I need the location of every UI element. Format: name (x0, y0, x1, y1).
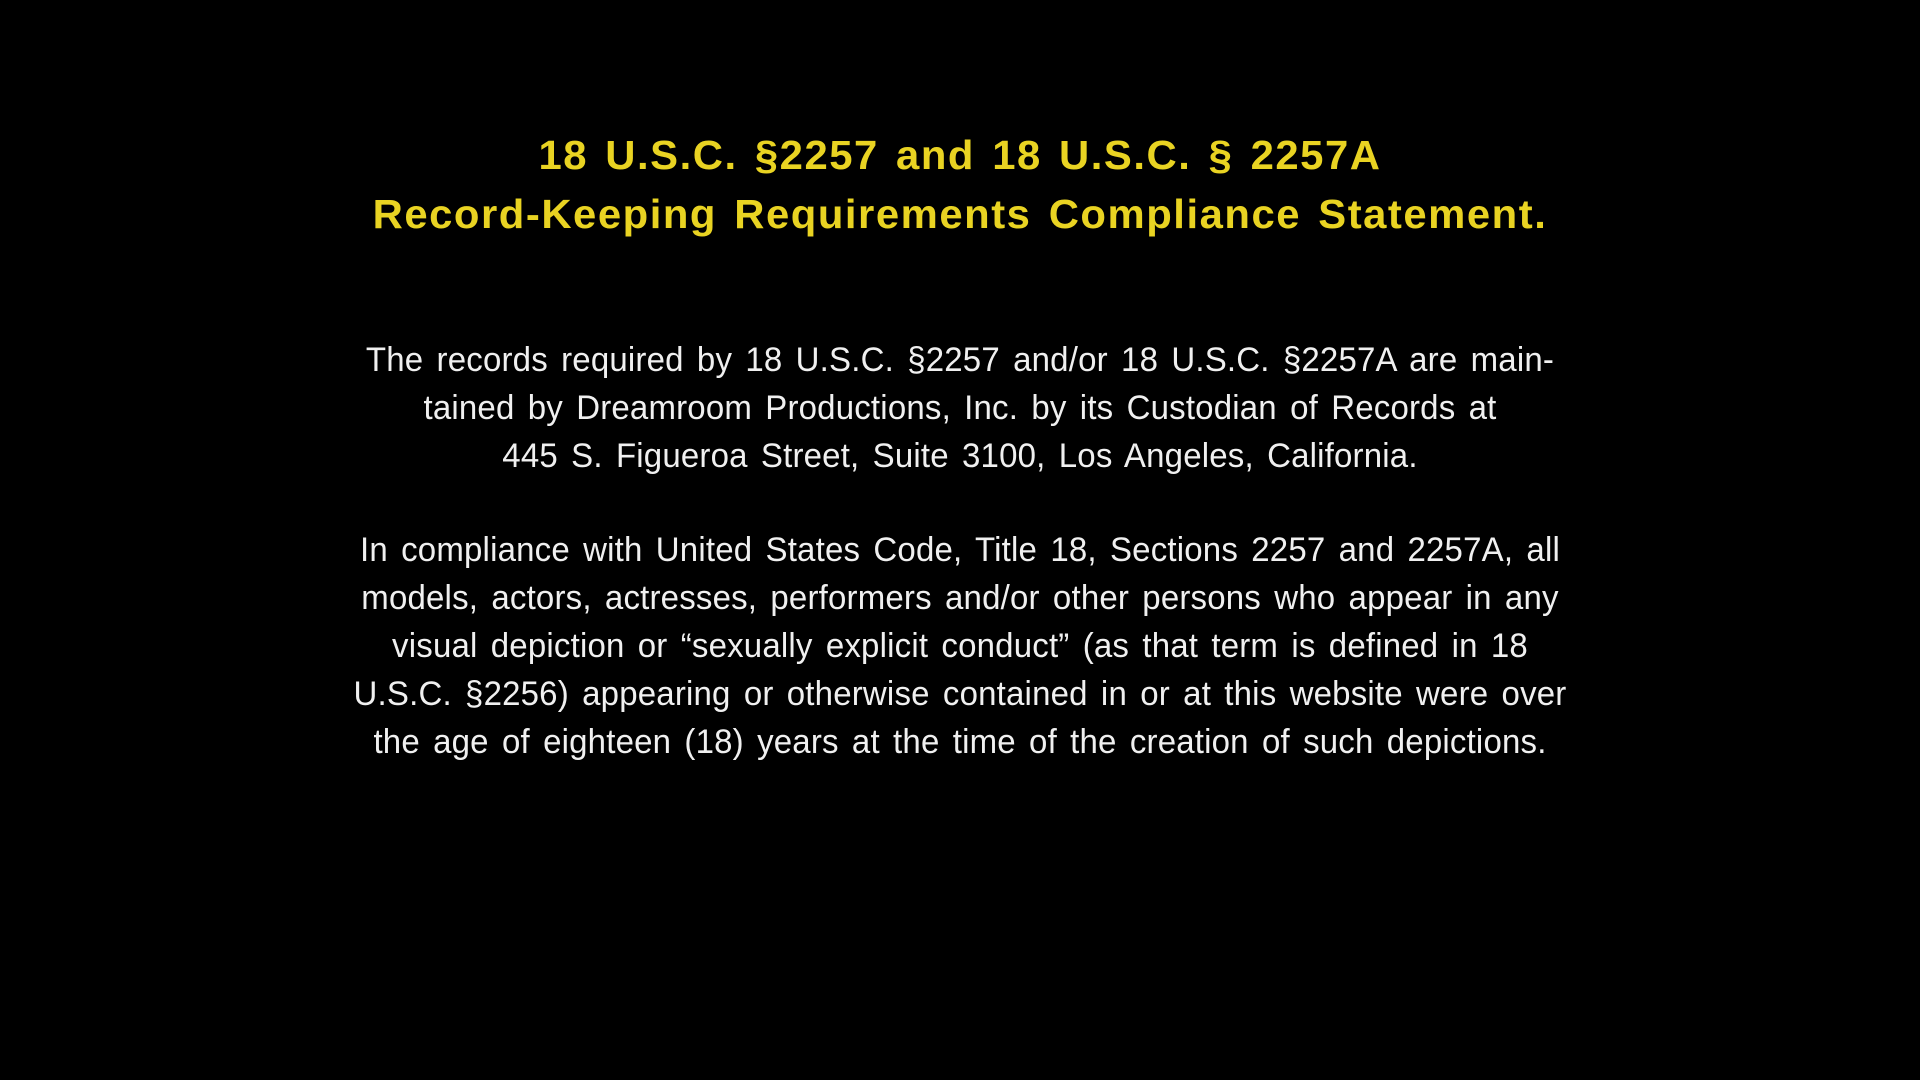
paragraph-line: U.S.C. §2256) appearing or otherwise contained in or at this website were over (353, 675, 1567, 713)
paragraph-line: visual depiction or “sexually explicit conduct” (as that term is defined in 18 (392, 627, 1528, 665)
compliance-paragraph (0, 526, 1920, 766)
paragraph-line: tained by Dreamroom Productions, Inc. by its Custodian of Records at (423, 389, 1497, 427)
title-line: Record-Keeping Requirements Compliance Statement. (372, 191, 1548, 237)
records-custodian-paragraph (0, 336, 1920, 480)
paragraph-line: models, actors, actresses, performers and/or other persons who appear in any (361, 579, 1559, 617)
paragraph-line: the age of eighteen (18) years at the time of the creation of such depictions. (373, 723, 1547, 761)
title-line: 18 U.S.C. §2257 and 18 U.S.C. § 2257A (538, 132, 1382, 178)
content-block (0, 126, 1920, 766)
page-title (0, 126, 1920, 244)
paragraph-line: In compliance with United States Code, Title 18, Sections 2257 and 2257A, all (359, 531, 1561, 569)
paragraph-line: 445 S. Figueroa Street, Suite 3100, Los Angeles, California. (502, 437, 1418, 475)
paragraph-line: The records required by 18 U.S.C. §2257 and/or 18 U.S.C. §2257A are main- (365, 341, 1555, 379)
